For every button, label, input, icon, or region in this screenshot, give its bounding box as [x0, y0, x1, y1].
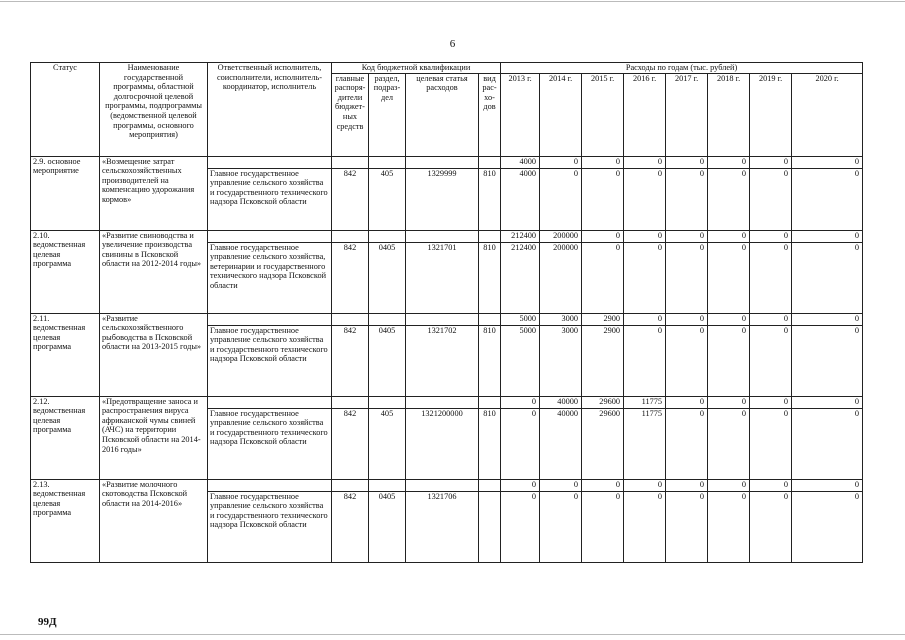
rzpr-cell: 0405 — [369, 325, 406, 396]
total-value-cell: 40000 — [540, 396, 582, 408]
header-grbs: главные распоря-дители бюджет-ных средств — [332, 73, 369, 156]
total-value-cell: 0 — [792, 156, 863, 168]
empty-cell — [208, 156, 332, 168]
header-rzpr: раздел, подраз-дел — [369, 73, 406, 156]
total-value-cell: 0 — [666, 156, 708, 168]
total-value-cell: 29600 — [582, 396, 624, 408]
vr-cell: 810 — [479, 168, 501, 230]
total-value-cell: 0 — [624, 230, 666, 242]
total-value-cell: 0 — [750, 230, 792, 242]
total-value-cell: 0 — [750, 479, 792, 491]
year-value-cell: 0 — [792, 325, 863, 396]
total-value-cell: 4000 — [501, 156, 540, 168]
empty-cell — [406, 313, 479, 325]
year-value-cell: 0 — [666, 408, 708, 479]
empty-cell — [479, 396, 501, 408]
empty-cell — [332, 479, 369, 491]
year-value-cell: 5000 — [501, 325, 540, 396]
empty-cell — [406, 156, 479, 168]
vr-cell: 810 — [479, 325, 501, 396]
year-value-cell: 0 — [501, 491, 540, 562]
status-cell: 2.10. ведомственная целевая программа — [31, 230, 100, 313]
scan-edge-bottom — [0, 634, 905, 635]
responsible-cell: Главное государственное управление сельского хозяйства и государственного технического надзора Псковской области — [208, 491, 332, 562]
year-value-cell: 0 — [750, 325, 792, 396]
empty-cell — [332, 313, 369, 325]
table-row-total — [31, 479, 863, 491]
total-value-cell: 2900 — [582, 313, 624, 325]
year-value-cell: 0 — [708, 491, 750, 562]
total-value-cell: 0 — [624, 313, 666, 325]
year-value-cell: 0 — [750, 168, 792, 230]
empty-cell — [208, 313, 332, 325]
total-value-cell: 0 — [792, 230, 863, 242]
header-csr: целевая статья расходов — [406, 73, 479, 156]
year-value-cell: 0 — [792, 242, 863, 313]
total-value-cell: 0 — [501, 396, 540, 408]
total-value-cell: 0 — [708, 230, 750, 242]
year-value-cell: 0 — [666, 242, 708, 313]
total-value-cell: 5000 — [501, 313, 540, 325]
responsible-cell: Главное государственное управление сельского хозяйства и государственного технического надзора Псковской области — [208, 325, 332, 396]
total-value-cell: 0 — [582, 230, 624, 242]
year-value-cell: 0 — [666, 168, 708, 230]
empty-cell — [479, 479, 501, 491]
year-value-cell: 40000 — [540, 408, 582, 479]
year-value-cell: 0 — [501, 408, 540, 479]
empty-cell — [479, 230, 501, 242]
empty-cell — [332, 396, 369, 408]
csr-cell: 1321701 — [406, 242, 479, 313]
rzpr-cell: 405 — [369, 168, 406, 230]
program-name-cell: «Развитие молочного скотоводства Псковской области на 2014-2016» — [100, 479, 208, 562]
table-row-total — [31, 230, 863, 242]
empty-cell — [406, 396, 479, 408]
total-value-cell: 212400 — [501, 230, 540, 242]
total-value-cell: 0 — [582, 479, 624, 491]
year-value-cell: 0 — [792, 408, 863, 479]
empty-cell — [369, 230, 406, 242]
total-value-cell: 0 — [666, 396, 708, 408]
total-value-cell: 0 — [792, 313, 863, 325]
header-expenses: Расходы по годам (тыс. рублей) — [501, 63, 863, 74]
empty-cell — [369, 396, 406, 408]
year-value-cell: 0 — [792, 168, 863, 230]
year-value-cell: 212400 — [501, 242, 540, 313]
responsible-cell: Главное государственное управление сельского хозяйства и государственного технического надзора Псковской области — [208, 168, 332, 230]
status-cell: 2.11. ведомственная целевая программа — [31, 313, 100, 396]
year-value-cell: 0 — [708, 242, 750, 313]
table-row-total — [31, 156, 863, 168]
table-row-total — [31, 396, 863, 408]
total-value-cell: 11775 — [624, 396, 666, 408]
header-status: Статус — [31, 63, 100, 157]
total-value-cell: 0 — [750, 396, 792, 408]
year-value-cell: 0 — [666, 325, 708, 396]
total-value-cell: 200000 — [540, 230, 582, 242]
total-value-cell: 0 — [750, 313, 792, 325]
csr-cell: 1329999 — [406, 168, 479, 230]
year-value-cell: 0 — [750, 242, 792, 313]
year-value-cell: 3000 — [540, 325, 582, 396]
grbs-cell: 842 — [332, 242, 369, 313]
vr-cell: 810 — [479, 408, 501, 479]
program-name-cell: «Возмещение затрат сельскохозяйственных производителей на компенсацию удорожания кормов» — [100, 156, 208, 230]
year-value-cell: 0 — [708, 408, 750, 479]
program-name-cell: «Предотвращение заноса и распространения вируса африканской чумы свиней (АЧС) на территории Псковской области на 2014-2016 годы» — [100, 396, 208, 479]
empty-cell — [479, 313, 501, 325]
program-name-cell: «Развитие свиноводства и увеличение производства свинины в Псковской области на 2012-2014 годы» — [100, 230, 208, 313]
responsible-cell: Главное государственное управление сельского хозяйства, ветеринарии и государственного технического надзора Псковской области — [208, 242, 332, 313]
year-value-cell: 0 — [666, 491, 708, 562]
header-name: Наименование государственной программы, областной долгосрочной целевой программы, подпрограммы (ведомственной целевой программы, основного мероприятия) — [100, 63, 208, 157]
grbs-cell: 842 — [332, 408, 369, 479]
year-value-cell: 0 — [624, 242, 666, 313]
header-year: 2020 г. — [792, 73, 863, 156]
year-value-cell: 0 — [708, 325, 750, 396]
csr-cell: 1321200000 — [406, 408, 479, 479]
grbs-cell: 842 — [332, 325, 369, 396]
total-value-cell: 0 — [708, 396, 750, 408]
empty-cell — [208, 230, 332, 242]
header-budget-code: Код бюджетной квалификации — [332, 63, 501, 74]
header-year: 2019 г. — [750, 73, 792, 156]
total-value-cell: 3000 — [540, 313, 582, 325]
total-value-cell: 0 — [540, 156, 582, 168]
year-value-cell: 0 — [624, 491, 666, 562]
empty-cell — [369, 479, 406, 491]
year-value-cell: 0 — [750, 491, 792, 562]
year-value-cell: 0 — [750, 408, 792, 479]
empty-cell — [332, 156, 369, 168]
vr-cell — [479, 491, 501, 562]
total-value-cell: 0 — [666, 313, 708, 325]
total-value-cell: 0 — [666, 479, 708, 491]
footer-code: 99Д — [38, 616, 57, 628]
year-value-cell: 0 — [792, 491, 863, 562]
total-value-cell: 0 — [666, 230, 708, 242]
csr-cell: 1321706 — [406, 491, 479, 562]
empty-cell — [332, 230, 369, 242]
header-year: 2017 г. — [666, 73, 708, 156]
empty-cell — [406, 479, 479, 491]
empty-cell — [369, 156, 406, 168]
rzpr-cell: 405 — [369, 408, 406, 479]
vr-cell: 810 — [479, 242, 501, 313]
total-value-cell: 0 — [501, 479, 540, 491]
rzpr-cell: 0405 — [369, 242, 406, 313]
empty-cell — [208, 479, 332, 491]
table-row-total — [31, 313, 863, 325]
empty-cell — [208, 396, 332, 408]
year-value-cell: 0 — [624, 168, 666, 230]
empty-cell — [479, 156, 501, 168]
header-year: 2013 г. — [501, 73, 540, 156]
year-value-cell: 200000 — [540, 242, 582, 313]
total-value-cell: 0 — [624, 479, 666, 491]
header-year: 2015 г. — [582, 73, 624, 156]
budget-table — [30, 62, 863, 563]
csr-cell: 1321702 — [406, 325, 479, 396]
total-value-cell: 0 — [540, 479, 582, 491]
year-value-cell: 0 — [582, 168, 624, 230]
total-value-cell: 0 — [582, 156, 624, 168]
total-value-cell: 0 — [792, 396, 863, 408]
rzpr-cell: 0405 — [369, 491, 406, 562]
year-value-cell: 0 — [582, 491, 624, 562]
total-value-cell: 0 — [708, 313, 750, 325]
total-value-cell: 0 — [750, 156, 792, 168]
year-value-cell: 0 — [540, 491, 582, 562]
header-year: 2018 г. — [708, 73, 750, 156]
year-value-cell: 0 — [624, 325, 666, 396]
header-year: 2016 г. — [624, 73, 666, 156]
status-cell: 2.9. основное мероприятие — [31, 156, 100, 230]
year-value-cell: 0 — [582, 242, 624, 313]
empty-cell — [406, 230, 479, 242]
year-value-cell: 4000 — [501, 168, 540, 230]
total-value-cell: 0 — [792, 479, 863, 491]
year-value-cell: 11775 — [624, 408, 666, 479]
year-value-cell: 2900 — [582, 325, 624, 396]
header-year: 2014 г. — [540, 73, 582, 156]
year-value-cell: 29600 — [582, 408, 624, 479]
grbs-cell: 842 — [332, 168, 369, 230]
scan-edge-top — [0, 1, 905, 2]
total-value-cell: 0 — [708, 156, 750, 168]
status-cell: 2.12. ведомственная целевая программа — [31, 396, 100, 479]
status-cell: 2.13. ведомственная целевая программа — [31, 479, 100, 562]
empty-cell — [369, 313, 406, 325]
total-value-cell: 0 — [624, 156, 666, 168]
grbs-cell: 842 — [332, 491, 369, 562]
year-value-cell: 0 — [540, 168, 582, 230]
responsible-cell: Главное государственное управление сельского хозяйства и государственного технического надзора Псковской области — [208, 408, 332, 479]
year-value-cell: 0 — [708, 168, 750, 230]
program-name-cell: «Развитие сельскохозяйственного рыбоводства в Псковской области на 2013-2015 годы» — [100, 313, 208, 396]
total-value-cell: 0 — [708, 479, 750, 491]
header-responsible: Ответственный исполнитель, соисполнители, исполнитель-координатор, исполнитель — [208, 63, 332, 157]
page-number: 6 — [449, 38, 456, 50]
header-vr: вид рас-хо-дов — [479, 73, 501, 156]
